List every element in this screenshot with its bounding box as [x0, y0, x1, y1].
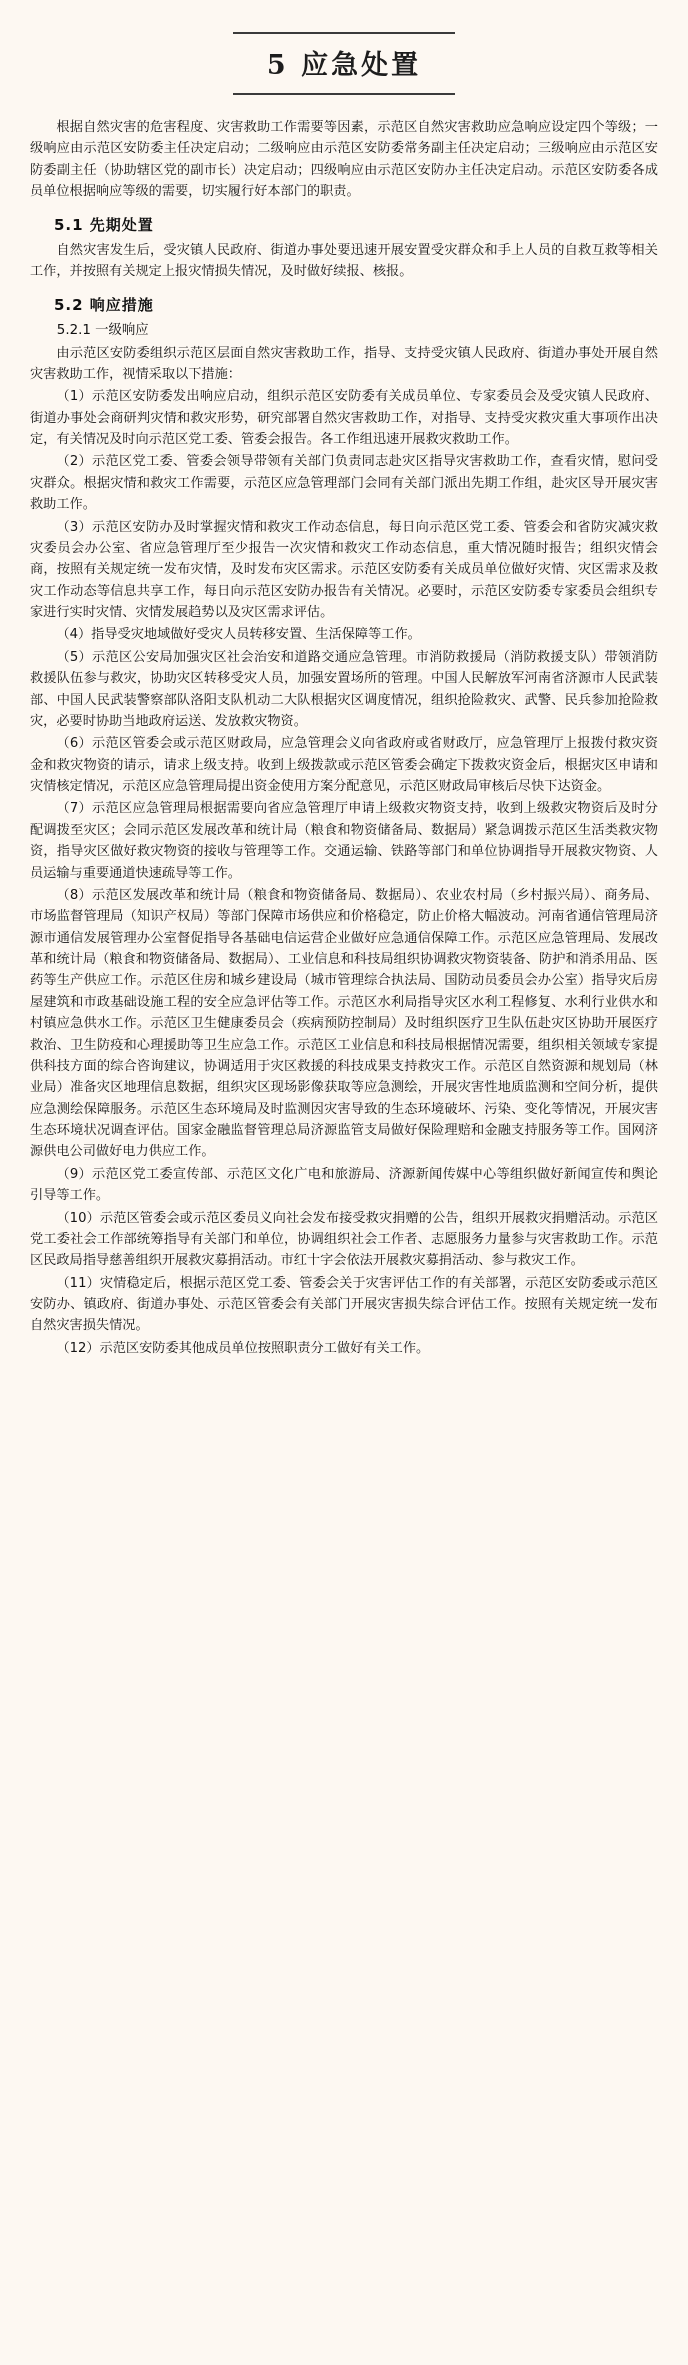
measure-11: （11）灾情稳定后，根据示范区党工委、管委会关于灾害评估工作的有关部署，示范区安防委或示范区安防办、镇政府、街道办事处、示范区管委会有关部门开展灾害损失综合评估工作。按照有关规定统一发布自然灾害损失情况。 [30, 1275, 658, 1334]
measure-6: （6）示范区管委会或示范区财政局，应急管理会义向省政府或省财政厅，应急管理厅上报拨付救灾资金和救灾物资的请示，请求上级支持。收到上级拨款或示范区管委会确定下拨救灾资金后，根据灾区申请和灾情核定情况，示范区应急管理局提出资金使用方案分配意见，示范区财政局审核后尽快下达资金。 [30, 736, 658, 795]
measure-8: （8）示范区发展改革和统计局（粮食和物资储备局、数据局）、农业农村局（乡村振兴局）、商务局、市场监督管理局（知识产权局）等部门保障市场供应和价格稳定，防止价格大幅波动。河南省通信管理局济源市通信发展管理办公室督促指导各基础电信运营企业做好应急通信保障工作。示范区应急管理局、发展改革和统计局（粮食和物资储备局、数据局）、工业信息和科技局组织协调救灾物资装备、防护和消杀用品、医药等生产供应工作。示范区住房和城乡建设局（城市管理综合执法局、国防动员委员会办公室）指导灾后房屋建筑和市政基础设施工程的安全应急评估等工作。示范区水利局指导灾区水利工程修复、水利行业供水和村镇应急供水工作。示范区卫生健康委员会（疾病预防控制局）及时组织医疗卫生队伍赴灾区协助开展医疗救治、卫生防疫和心理援助等卫生应急工作。示范区工业信息和科技局根据情况需要，组织相关领域专家提供科技方面的综合咨询建议，协调适用于灾区救援的科技成果支持救灾工作。示范区自然资源和规划局（林业局）准备灾区地理信息数据，组织灾区现场影像获取等应急测绘，开展灾害性地质监测和空间分析，提供应急测绘保障服务。示范区生态环境局及时监测因灾害导致的生态环境破坏、污染、变化等情况，开展灾害生态环境状况调查评估。国家金融监督管理总局济源监管支局做好保险理赔和金融支持服务等工作。国网济源供电公司做好电力供应工作。 [30, 887, 658, 1160]
measure-12: （12）示范区安防委其他成员单位按照职责分工做好有关工作。 [56, 1340, 430, 1356]
measure-2: （2）示范区党工委、管委会领导带领有关部门负责同志赴灾区指导灾害救助工作，查看灾情，慰问受灾群众。根据灾情和救灾工作需要，示范区应急管理部门会同有关部门派出先期工作组，赴灾区导开展灾害救助工作。 [30, 454, 658, 513]
measure-4: （4）指导受灾地域做好受灾人员转移安置、生活保障等工作。 [56, 627, 421, 643]
page-title [30, 32, 658, 95]
measure-9: （9）示范区党工委宣传部、示范区文化广电和旅游局、济源新闻传媒中心等组织做好新闻宣传和舆论引导等工作。 [30, 1166, 658, 1204]
document-body [30, 117, 658, 1359]
section-5-1-paragraph: 自然灾害发生后，受灾镇人民政府、街道办事处要迅速开展安置受灾群众和手上人员的自救互救等相关工作，并按照有关规定上报灾情损失情况，及时做好续报、核报。 [30, 242, 658, 280]
measure-10: （10）示范区管委会或示范区委员义向社会发布接受救灾捐赠的公告，组织开展救灾捐赠活动。示范区党工委社会工作部统筹指导有关部门和单位，协调组织社会工作者、志愿服务力量参与灾害救助工作。示范区民政局指导慈善组织开展救灾募捐活动。市红十字会依法开展救灾募捐活动、参与救灾工作。 [30, 1210, 658, 1269]
measure-5: （5）示范区公安局加强灾区社会治安和道路交通应急管理。市消防救援局（消防救援支队）带领消防救援队伍参与救灾，协助灾区转移受灾人员，加强安置场所的管理。中国人民解放军河南省济源市人民武装部、中国人民武装警察部队洛阳支队机动二大队根据灾区调度情况，组织抢险救灾、武警、民兵参加抢险救灾，必要时协助当地政府运送、发放救灾物资。 [30, 649, 658, 729]
section-5-2-1-heading: 5.2.1 一级响应 [56, 322, 149, 338]
measure-3: （3）示范区安防办及时掌握灾情和救灾工作动态信息，每日向示范区党工委、管委会和省防灾减灾救灾委员会办公室、省应急管理厅至少报告一次灾情和救灾工作动态信息，重大情况随时报告；组织灾情会商，按照有关规定统一发布灾情，及时发布灾区需求。示范区安防委有关成员单位做好灾情、灾区需求及救灾工作动态等信息共享工作，每日向示范区安防办报告有关情况。必要时，示范区安防委专家委员会组织专家进行实时灾情、灾情发展趋势以及灾区需求评估。 [30, 519, 658, 621]
measure-7: （7）示范区应急管理局根据需要向省应急管理厅申请上级救灾物资支持，收到上级救灾物资后及时分配调拨至灾区；会同示范区发展改革和统计局（粮食和物资储备局、数据局）紧急调拨示范区生活类救灾物资，指导灾区做好救灾物资的接收与管理等工作。交通运输、铁路等部门和单位协调指导开展救灾物资、人员运输与重要通道快速疏导等工作。 [30, 801, 658, 881]
intro-paragraph: 根据自然灾害的危害程度、灾害救助工作需要等因素，示范区自然灾害救助应急响应设定四个等级；一级响应由示范区安防委主任决定启动；二级响应由示范区安防委常务副主任决定启动；三级响应由示范区安防委副主任（协助辖区党的副市长）决定启动；四级响应由示范区安防办主任决定启动。示范区安防委各成员单位根据响应等级的需要，切实履行好本部门的职责。 [30, 120, 658, 200]
level-1-lead-paragraph: 由示范区安防委组织示范区层面自然灾害救助工作，指导、支持受灾镇人民政府、街道办事处开展自然灾害救助工作，视情采取以下措施： [30, 345, 658, 382]
section-5-1-heading: 5.1 先期处置 [54, 215, 154, 234]
measure-1: （1）示范区安防委发出响应启动，组织示范区安防委有关成员单位、专家委员会及受灾镇人民政府、街道办事处会商研判灾情和救灾形势，研究部署自然灾害救助工作，对指导、支持受灾救灾重大事项作出决定，有关情况及时向示范区党工委、管委会报告。各工作组迅速开展救灾救助工作。 [30, 389, 658, 448]
section-5-2-heading: 5.2 响应措施 [54, 295, 154, 314]
page-title-text: 5 应急处置 [233, 32, 455, 95]
